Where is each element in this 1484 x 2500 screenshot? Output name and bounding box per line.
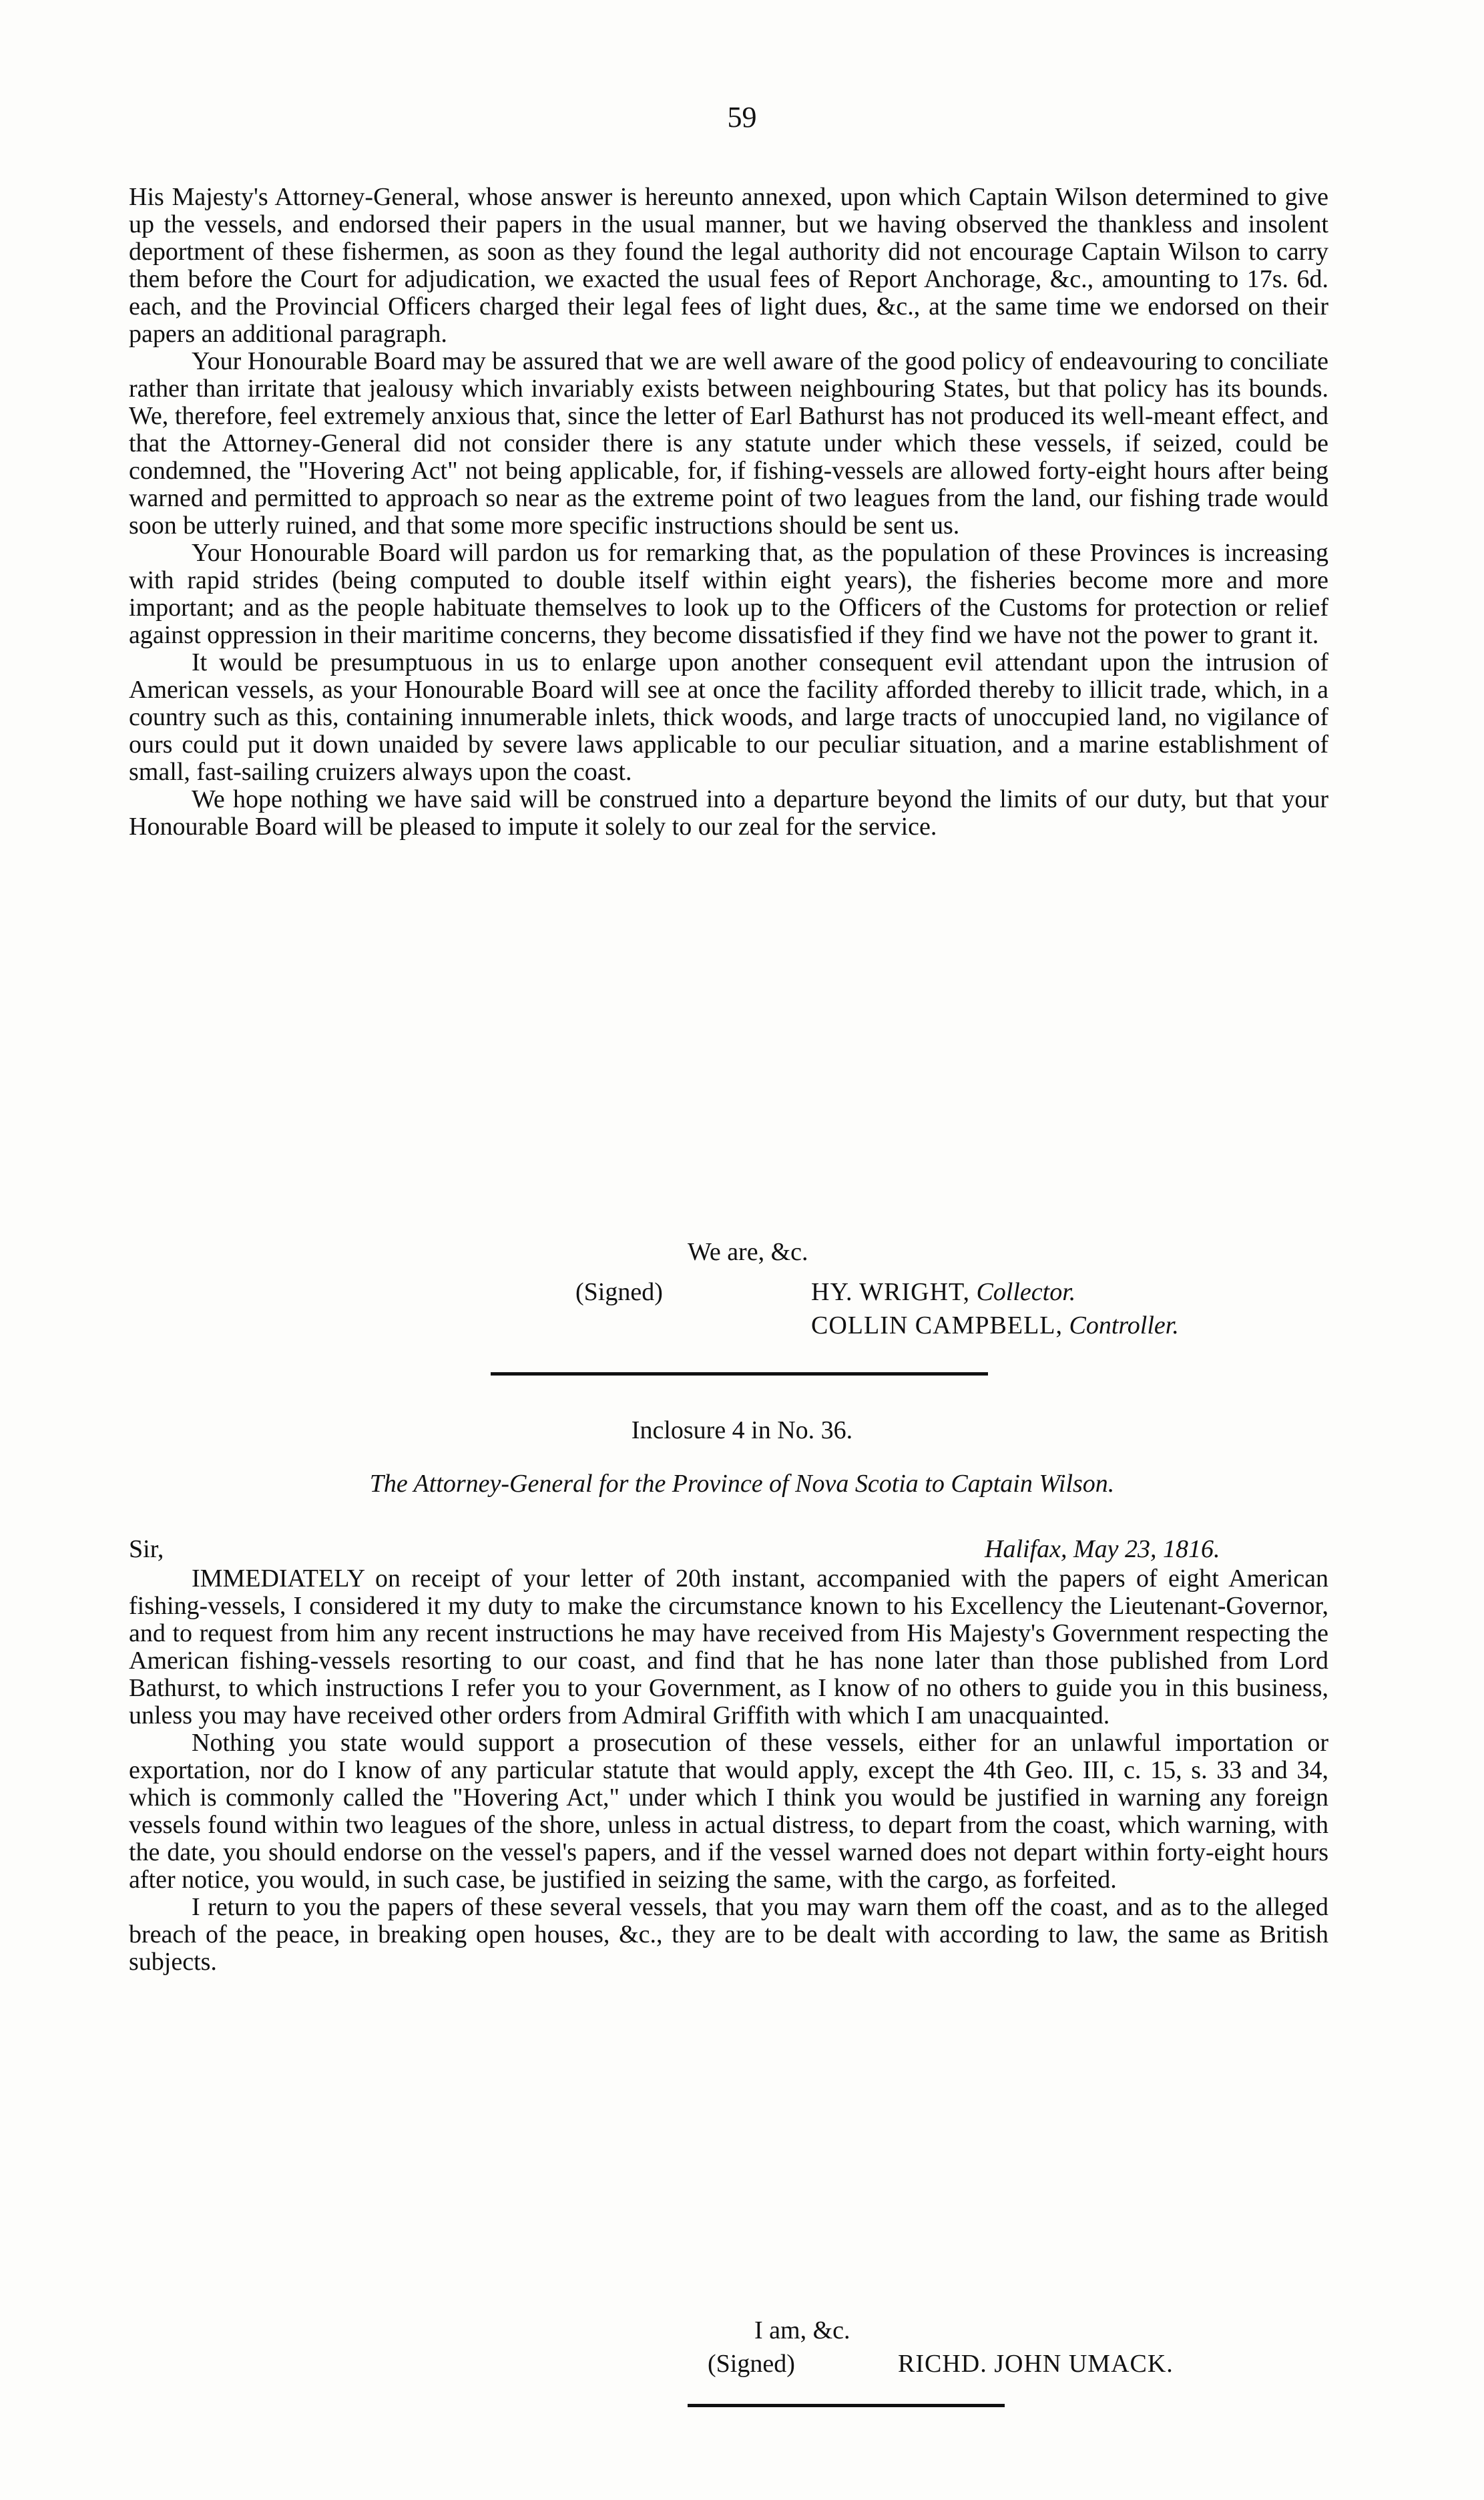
- letter-closing: We are, &c.: [688, 1238, 808, 1266]
- signer-title: Collector.: [976, 1278, 1076, 1306]
- signer-name: RICHD. JOHN UMACK.: [898, 2350, 1174, 2378]
- signer-title: Controller.: [1069, 1311, 1179, 1339]
- end-divider: [688, 2404, 1005, 2407]
- signer-line-2: [811, 1312, 1179, 1339]
- paragraph: Your Honourable Board may be assured that we are well aware of the good policy of endeavouring to conciliate rather than irritate that jealousy which invariably exists between neighbouring States, but that policy has its bounds. We, therefore, feel extremely anxious that, since the letter of Earl Bathurst has not produced its well-meant effect, and that the Attorney-General did not consider there is any statute under which these vessels, if seized, could be condemned, the "Hovering Act" not being applicable, for, if fishing-vessels are allowed forty-eight hours after being warned and permitted to approach so near as the extreme point of two leagues from the land, our fishing trade would soon be utterly ruined, and that some more specific instructions should be sent us.: [129, 347, 1328, 540]
- paragraph: We hope nothing we have said will be construed into a departure beyond the limits of our duty, but that your Honourable Board will be pleased to impute it solely to our zeal for the service.: [129, 785, 1328, 841]
- paragraph: It would be presumptuous in us to enlarge upon another consequent evil attendant upon the intrusion of American vessels, as your Honourable Board will see at once the facility afforded thereby to illicit trade, which, in a country such as this, containing innumerable inlets, thick woods, and large tracts of unoccupied land, no vigilance of ours could put it down unaided by severe laws applicable to our peculiar situation, and a marine establishment of small, fast-sailing cruizers always upon the coast.: [129, 648, 1328, 786]
- section-divider: [491, 1372, 988, 1376]
- inclosure-body: [129, 1565, 1328, 1976]
- signed-label: (Signed): [708, 2350, 795, 2378]
- paragraph: Your Honourable Board will pardon us for remarking that, as the population of these Provinces is increasing with rapid strides (being computed to double itself within eight years), the fisheries become more and more important; and as the people habituate themselves to look up to the Officers of the Customs for protection or relief against oppression in their maritime concerns, they become dissatisfied if they find we have not the power to grant it.: [129, 539, 1328, 649]
- inclosure-subheading: The Attorney-General for the Province of Nova Scotia to Captain Wilson.: [369, 1470, 1115, 1498]
- inclosure-heading: Inclosure 4 in No. 36.: [631, 1416, 853, 1444]
- letter-date: Halifax, May 23, 1816.: [985, 1535, 1220, 1563]
- inclosure-closing: I am, &c.: [754, 2316, 850, 2344]
- signer-name: COLLIN CAMPBELL,: [811, 1311, 1063, 1339]
- letter-body: [129, 184, 1328, 841]
- paragraph: Nothing you state would support a prosecution of these vessels, either for an unlawful importation or exportation, nor do I know of any particular statute that would apply, except the 4th Geo. III, c. 15, s. 33 and 34, which is commonly called the "Hovering Act," under which I think you would be justified in warning any foreign vessels found within two leagues of the shore, unless in actual distress, to depart from the coast, which warning, with the date, you should endorse on the vessel's papers, and if the vessel warned does not depart within forty-eight hours after notice, you would, in such case, be justified in seizing the same, with the cargo, as forfeited.: [129, 1729, 1328, 1894]
- paragraph: IMMEDIATELY on receipt of your letter of 20th instant, accompanied with the papers of eight American fishing-vessels, I considered it my duty to make the circumstance known to his Excellency the Lieutenant-Governor, and to request from him any recent instructions he may have received from His Majesty's Government respecting the American fishing-vessels resorting to our coast, and find that he has none later than those published from Lord Bathurst, to which instructions I refer you to your Government, as I know of no others to guide you in this business, unless you may have received other orders from Admiral Griffith with which I am unacquainted.: [129, 1565, 1328, 1729]
- salutation: Sir,: [129, 1535, 164, 1563]
- signer-name: HY. WRIGHT,: [811, 1278, 970, 1306]
- paragraph: His Majesty's Attorney-General, whose answer is hereunto annexed, upon which Captain Wilson determined to give up the vessels, and endorsed their papers in the usual manner, but we having observed the thankless and insolent deportment of these fishermen, as soon as they found the legal authority did not encourage Captain Wilson to carry them before the Court for adjudication, we exacted the usual fees of Report Anchorage, &c., amounting to 17s. 6d. each, and the Provincial Officers charged their legal fees of light dues, &c., at the same time we endorsed on their papers an additional paragraph.: [129, 183, 1328, 348]
- signed-label: (Signed): [575, 1278, 663, 1306]
- page-number: 59: [727, 101, 757, 134]
- paragraph: I return to you the papers of these several vessels, that you may warn them off the coast, and as to the alleged breach of the peace, in breaking open houses, &c., they are to be dealt with according to law, the same as British subjects.: [129, 1893, 1328, 1976]
- signer-line-1: [811, 1279, 1075, 1306]
